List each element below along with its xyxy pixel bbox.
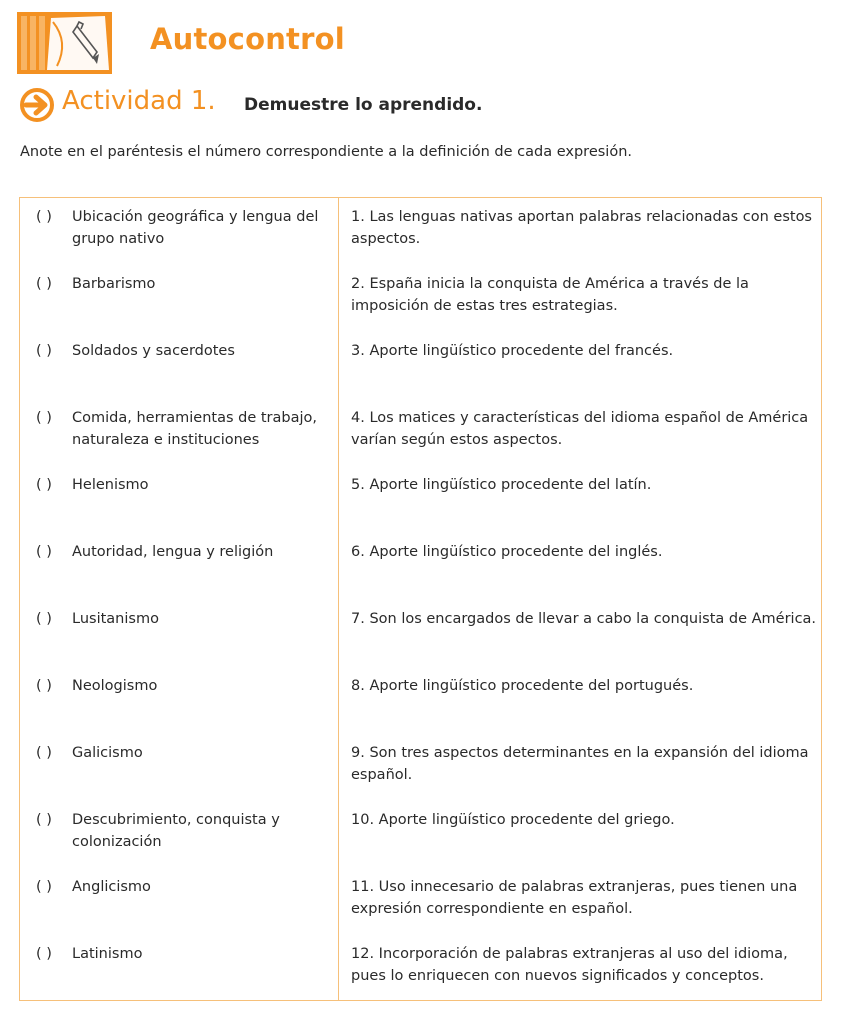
table-row <box>20 541 821 601</box>
definition: 7. Son los encargados de llevar a cabo la conquista de América. <box>351 611 817 627</box>
pencil-paper-icon <box>17 12 112 74</box>
term: Neologismo <box>72 678 158 694</box>
answer-parenthesis[interactable]: ( ) <box>36 745 52 761</box>
definition: 2. España inicia la conquista de América a través de la imposición de estas tres estrategias. <box>351 276 749 314</box>
table-row <box>20 876 821 936</box>
term: Barbarismo <box>72 276 156 292</box>
term: Ubicación geográfica y lengua del grupo nativo <box>72 209 319 247</box>
table-row <box>20 608 821 668</box>
term: Helenismo <box>72 477 149 493</box>
matching-table <box>19 197 822 1001</box>
term: Galicismo <box>72 745 143 761</box>
definition: 9. Son tres aspectos determinantes en la expansión del idioma español. <box>351 745 809 783</box>
answer-parenthesis[interactable]: ( ) <box>36 611 52 627</box>
answer-parenthesis[interactable]: ( ) <box>36 544 52 560</box>
term: Autoridad, lengua y religión <box>72 544 274 560</box>
activity-heading <box>20 86 820 122</box>
answer-parenthesis[interactable]: ( ) <box>36 879 52 895</box>
table-row <box>20 742 821 802</box>
answer-parenthesis[interactable]: ( ) <box>36 477 52 493</box>
table-row <box>20 675 821 735</box>
definition: 6. Aporte lingüístico procedente del inglés. <box>351 544 663 560</box>
arrow-right-icon <box>20 88 54 122</box>
instructions: Anote en el paréntesis el número correspondiente a la definición de cada expresión. <box>20 144 632 160</box>
section-title: Autocontrol <box>150 22 345 56</box>
table-row <box>20 809 821 869</box>
answer-parenthesis[interactable]: ( ) <box>36 812 52 828</box>
answer-parenthesis[interactable]: ( ) <box>36 276 52 292</box>
definition: 5. Aporte lingüístico procedente del latín. <box>351 477 652 493</box>
activity-subtitle: Demuestre lo aprendido. <box>244 95 483 115</box>
definition: 4. Los matices y características del idioma español de América varían según estos aspectos. <box>351 410 809 448</box>
answer-parenthesis[interactable]: ( ) <box>36 410 52 426</box>
answer-parenthesis[interactable]: ( ) <box>36 209 52 225</box>
term: Anglicismo <box>72 879 151 895</box>
section-header <box>17 12 837 74</box>
definition: 8. Aporte lingüístico procedente del portugués. <box>351 678 694 694</box>
table-row <box>20 943 821 1003</box>
table-row <box>20 474 821 534</box>
definition: 11. Uso innecesario de palabras extranjeras, pues tienen una expresión correspondiente en español. <box>351 879 798 917</box>
answer-parenthesis[interactable]: ( ) <box>36 343 52 359</box>
definition: 1. Las lenguas nativas aportan palabras relacionadas con estos aspectos. <box>351 209 812 247</box>
activity-label: Actividad 1. <box>62 86 216 116</box>
definition: 3. Aporte lingüístico procedente del francés. <box>351 343 674 359</box>
table-row <box>20 206 821 266</box>
term: Latinismo <box>72 946 143 962</box>
table-row <box>20 340 821 400</box>
definition: 12. Incorporación de palabras extranjeras al uso del idioma, pues lo enriquecen con nuevos significados y conceptos. <box>351 946 788 984</box>
term: Soldados y sacerdotes <box>72 343 235 359</box>
term: Comida, herramientas de trabajo, naturaleza e instituciones <box>72 410 317 448</box>
definition: 10. Aporte lingüístico procedente del griego. <box>351 812 675 828</box>
answer-parenthesis[interactable]: ( ) <box>36 946 52 962</box>
term: Lusitanismo <box>72 611 159 627</box>
answer-parenthesis[interactable]: ( ) <box>36 678 52 694</box>
term: Descubrimiento, conquista y colonización <box>72 812 280 850</box>
table-row <box>20 407 821 467</box>
table-row <box>20 273 821 333</box>
